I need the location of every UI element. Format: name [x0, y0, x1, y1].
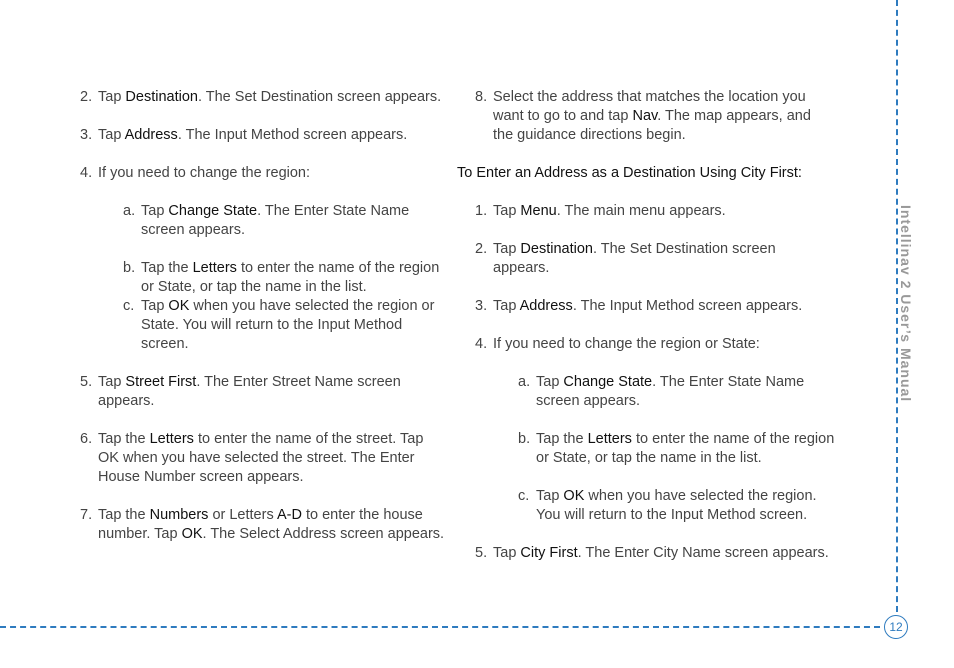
manual-title: Intellinav 2 User’s Manual	[898, 205, 914, 403]
step-number: 2.	[80, 89, 93, 105]
text-part: . The map appears, and the guidance directions begin.	[493, 108, 811, 143]
ui-term: OK	[563, 488, 585, 504]
ui-term: Menu	[520, 203, 557, 219]
step-2	[80, 88, 445, 107]
step-number: 3.	[475, 298, 488, 314]
substep-text	[141, 259, 445, 297]
step-2	[475, 240, 835, 278]
text-part: Tap	[536, 374, 564, 390]
ui-term: Destination	[520, 241, 593, 257]
text-part: . The Input Method screen appears.	[177, 127, 408, 143]
substep-text	[141, 297, 445, 354]
step-text	[493, 240, 835, 278]
substep-letter: b.	[123, 260, 136, 276]
ui-term: OK	[181, 526, 203, 542]
step-number: 6.	[80, 431, 93, 447]
step-text	[493, 202, 835, 221]
text-part: Tap	[493, 545, 521, 561]
ui-term: Address	[124, 127, 178, 143]
ui-term: City First	[520, 545, 578, 561]
text-part: when you have selected the region or State. You will return to the Input Method screen.	[141, 298, 435, 352]
ui-term: Street First	[125, 374, 197, 390]
left-column	[80, 88, 445, 563]
step-number: 2.	[475, 241, 488, 257]
text-part: Tap	[141, 298, 169, 314]
ui-term: Letters	[587, 431, 632, 447]
step-text	[98, 88, 445, 107]
ui-term: OK	[168, 298, 190, 314]
step-number: 7.	[80, 507, 93, 523]
substep-a	[475, 373, 835, 411]
step-3	[80, 126, 445, 145]
step-number: 4.	[475, 336, 488, 352]
step-4	[80, 164, 445, 183]
substep-letter: c.	[518, 488, 530, 504]
step-number: 1.	[475, 203, 488, 219]
step-text	[98, 430, 445, 487]
step-3	[475, 297, 835, 316]
text-part: . The Enter State Name screen appears.	[141, 203, 410, 238]
text-part: to enter the name of the street. Tap OK when you have selected the street. The Enter House Number screen appears.	[98, 431, 424, 485]
text-part: Tap the	[536, 431, 588, 447]
step-1	[475, 202, 835, 221]
text-part: to enter the name of the region or State, or tap the name in the list.	[141, 260, 440, 295]
text-part: . The Enter City Name screen appears.	[577, 545, 829, 561]
substep-a	[80, 202, 445, 240]
ui-term: A-D	[276, 507, 302, 523]
ui-term: Nav	[632, 108, 658, 124]
text-part: to enter the name of the region or State, or tap the name in the list.	[536, 431, 835, 466]
text-part: Tap the	[98, 507, 150, 523]
right-column	[457, 88, 835, 582]
text-part: . The Set Destination screen appears.	[493, 241, 776, 276]
text-part: . The Enter State Name screen appears.	[536, 374, 805, 409]
step-5	[475, 544, 835, 563]
text-part: . The Input Method screen appears.	[572, 298, 803, 314]
text-part: . The Enter Street Name screen appears.	[98, 374, 401, 409]
ui-term: Address	[519, 298, 573, 314]
horizontal-dashed-divider	[0, 626, 880, 628]
text-part: Select the address that matches the location you want to go to and tap	[493, 89, 806, 124]
text-part: Tap	[98, 374, 126, 390]
substep-text	[141, 202, 445, 240]
ui-term: Change State	[168, 203, 258, 219]
substep-c	[475, 487, 835, 525]
text-part: . The main menu appears.	[556, 203, 726, 219]
section-heading: To Enter an Address as a Destination Using City First:	[457, 165, 802, 181]
substep-letter: b.	[518, 431, 531, 447]
text-part: Tap	[98, 127, 125, 143]
step-text: If you need to change the region or State:	[493, 336, 760, 352]
step-7	[80, 506, 445, 544]
step-number: 5.	[475, 545, 488, 561]
ui-term: Letters	[192, 260, 237, 276]
step-4	[475, 335, 835, 354]
text-part: Tap	[141, 203, 169, 219]
substep-letter: a.	[123, 203, 136, 219]
substep-text	[536, 373, 835, 411]
text-part: Tap	[98, 89, 126, 105]
ui-term: Destination	[125, 89, 198, 105]
text-part: to enter the house number. Tap	[98, 507, 423, 542]
substep-letter: a.	[518, 374, 531, 390]
step-text	[98, 126, 445, 145]
text-part: Tap the	[98, 431, 150, 447]
text-part: Tap	[493, 241, 521, 257]
ui-term: Change State	[563, 374, 653, 390]
substep-letter: c.	[123, 298, 135, 314]
ui-term: Numbers	[149, 507, 209, 523]
step-text	[98, 373, 445, 411]
step-number: 8.	[475, 89, 488, 105]
step-text	[493, 544, 835, 563]
text-part: Tap the	[141, 260, 193, 276]
text-part: Tap	[536, 488, 564, 504]
step-6	[80, 430, 445, 487]
page-number: 12	[884, 615, 908, 639]
text-part: when you have selected the region. You will return to the Input Method screen.	[536, 488, 817, 523]
text-part: . The Set Destination screen appears.	[197, 89, 442, 105]
step-number: 4.	[80, 165, 93, 181]
substep-b	[475, 430, 835, 468]
step-number: 5.	[80, 374, 93, 390]
step-5	[80, 373, 445, 411]
substep-text	[536, 430, 835, 468]
step-8	[475, 88, 835, 145]
text-part: Tap	[493, 203, 521, 219]
substep-text	[536, 487, 835, 525]
text-part: Tap	[493, 298, 520, 314]
substep-b	[80, 259, 445, 297]
step-text	[493, 297, 835, 316]
text-part: . The Select Address screen appears.	[202, 526, 445, 542]
text-part: or Letters	[208, 507, 277, 523]
ui-term: Letters	[149, 431, 194, 447]
step-text	[98, 506, 445, 544]
step-text: If you need to change the region:	[98, 165, 311, 181]
substep-c	[80, 297, 445, 354]
step-number: 3.	[80, 127, 93, 143]
step-text	[493, 88, 835, 145]
